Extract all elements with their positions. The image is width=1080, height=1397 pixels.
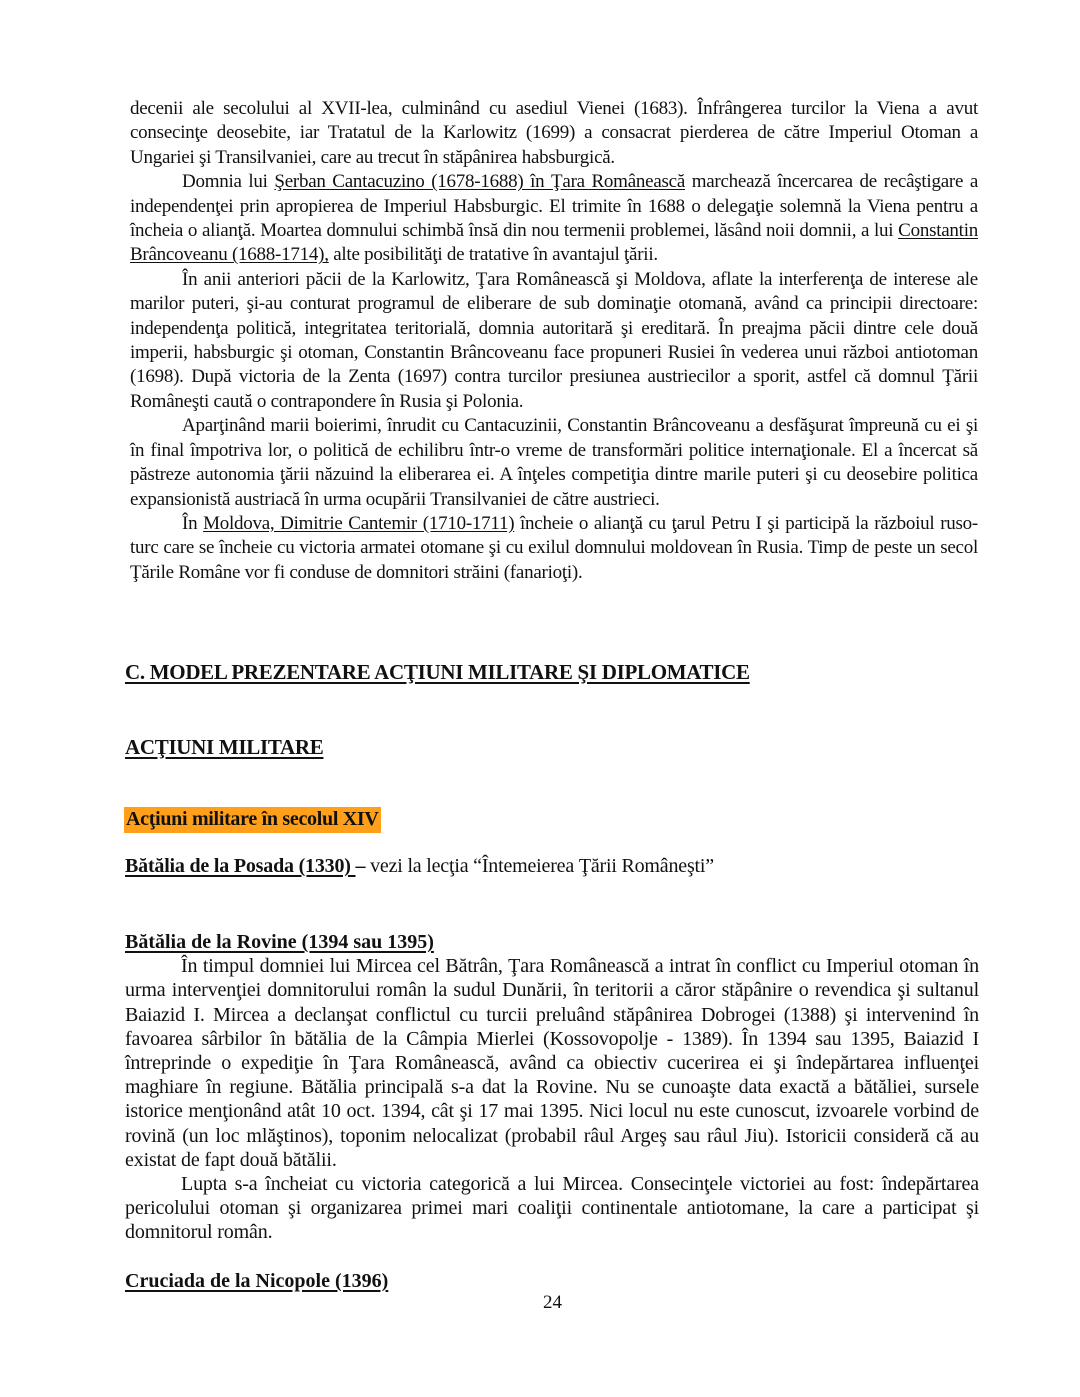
paragraph-serban-cantacuzino: Domnia lui Şerban Cantacuzino (1678-1688) în Ţara Românească marchează încercarea de recâştigare a independenţei prin apropierea de Imperiul Habsburgic. El trimite în 1688 o delegaţie solemnă la Viena pentru a încheia o alianţă. Moartea domnului schimbă însă din nou termenii problemei, lăsând noii domnii, a lui Constantin Brâncoveanu (1688-1714), alte posibilităţi de tratative în avantajul ţării. <box>130 171 979 266</box>
paragraph-cantemir: În Moldova, Dimitrie Cantemir (1710-1711) încheie o alianţă cu ţarul Petru I şi participă la războiul ruso-turc care se încheie cu victoria armatei otomane şi cu exilul domnului moldovean în Rusia. Timp de peste un secol Ţările Române vor fi conduse de domnitori străini (fanarioţi). <box>130 512 978 583</box>
paragraph-karlowitz: În anii anteriori păcii de la Karlowitz, Ţara Românească şi Moldova, aflate la interferenţa de interese ale marilor puteri, şi-au conturat programul de eliberare de sub dominaţie otomană, având ca principii directoare: independenţa politică, integritatea teritorială, domnia autoritară şi ereditară. În preajma păcii dintre cele două imperii, habsburgic şi otoman, Constantin Brâncoveanu face propuneri Rusiei în vederea unui război antiotoman (1698). După victoria de la Zenta (1697) contra turcilor presiunea austriecilor a sporit, astfel că domnul Ţării Româneşti caută o contrapondere în Rusia şi Polonia. <box>130 268 978 412</box>
rovine-paragraph-2: Lupta s-a încheiat cu victoria categorică a lui Mircea. Consecinţele victoriei au fost: îndepărtarea pericolului otoman şi organizarea primei mari coaliţii continentale antiotomane, la care a participat şi domnitorul român. <box>125 1173 979 1244</box>
paragraph-vienna: decenii ale secolului al XVII-lea, culminând cu asediul Vienei (1683). Înfrângerea turcilor la Viena a avut consecinţe deosebite, iar Tratatul de la Karlowitz (1699) a consacrat pierderea de către Imperiul Otoman a Ungariei şi Transilvaniei, care au trecut în stăpânirea habsburgică. <box>130 98 978 168</box>
rovine-paragraph-1: În timpul domniei lui Mircea cel Bătrân, Ţara Românească a intrat în conflict cu Imperiul otoman în urma intervenţiei domnitorului român la sudul Dunării, în teritorii a căror stăpânire o revendica şi sultanul Baiazid I. Mircea a declanşat conflictul cu turcii preluând stăpânirea Dobrogei (1388) şi intervenind în favoarea sârbilor în bătălia de la Câmpia Mierlei (Kossovopolje - 1389). În 1394 sau 1395, Baiazid I întreprinde o expediţie în Ţara Românească, având ca obiectiv cucerirea ei şi îndepărtarea influenţei maghiare în regiune. Bătălia principală s-a dat la Rovine. Nu se cunoaşte data exactă a bătăliei, sursele istorice menţionând atât 10 oct. 1394, cât şi 17 mai 1395. Nici locul nu este cunoscut, izvoarele vorbind de rovină (un loc mlăştinos), toponim nelocalizat (probabil râul Argeş sau râul Jiu). Istoricii consideră că au existat de fapt două bătălii. <box>125 955 979 1171</box>
intro-text-block <box>130 97 978 585</box>
section-c-title: C. MODEL PREZENTARE ACŢIUNI MILITARE ŞI DIPLOMATICE <box>125 660 750 684</box>
posada-title: Bătălia de la Posada (1330) <box>125 855 356 877</box>
rovine-title: Bătălia de la Rovine (1394 sau 1395) <box>125 931 434 953</box>
posada-reference: vezi la lecţia “Întemeierea Ţării Româneşti” <box>365 855 714 877</box>
posada-line: Bătălia de la Posada (1330) – vezi la lecţia “Întemeierea Ţării Româneşti” <box>125 855 714 877</box>
century-xiv-highlight: Acţiuni militare în secolul XIV <box>124 807 381 833</box>
military-actions-title: ACŢIUNI MILITARE <box>125 735 324 759</box>
underlined-serban-cantacuzino: Şerban Cantacuzino (1678-1688) în Ţara Românească <box>274 171 686 193</box>
page-number: 24 <box>543 1292 562 1313</box>
rovine-section <box>125 930 979 1245</box>
nicopole-title: Cruciada de la Nicopole (1396) <box>125 1270 389 1292</box>
underlined-constantin-brancoveanu: Constantin Brâncoveanu (1688-1714), <box>130 220 978 266</box>
paragraph-brancoveanu-policy: Aparţinând marii boierimi, înrudit cu Cantacuzinii, Constantin Brâncoveanu a desfăşurat împreună cu ei şi în final împotriva lor, o politică de echilibru într-o vreme de transformări politice internaţionale. El a încercat să păstreze autonomia ţării năzuind la eliberarea ei. A înţeles competiţia dintre marile puteri şi cu deosebire politica expansionistă austriacă în urma ocupării Transilvaniei de către austrieci. <box>130 415 978 510</box>
underlined-dimitrie-cantemir: Moldova, Dimitrie Cantemir (1710-1711) <box>203 512 515 534</box>
